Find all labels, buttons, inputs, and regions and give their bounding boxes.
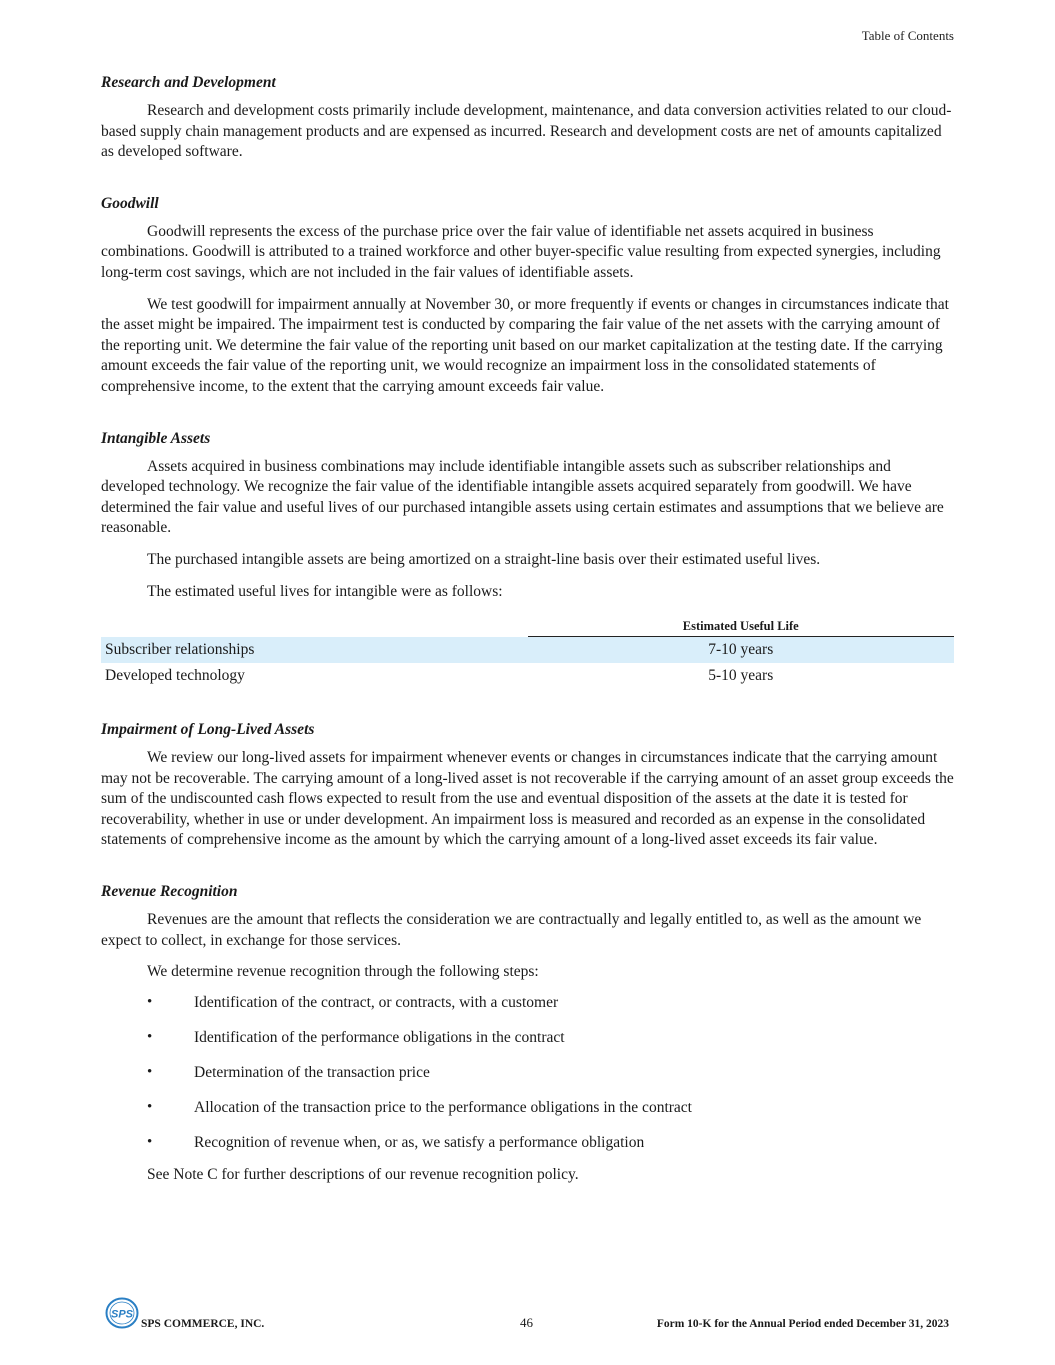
paragraph: Goodwill represents the excess of the purchase price over the fair value of identifiable net assets acquired in business combinations. Goodwill is attributed to a trained workforce and other buyer-specific value resulting from expected synergies, including long-term cost savings, which are not included in the fair values of identifiable assets.: [101, 222, 941, 281]
useful-lives-table: [101, 619, 954, 689]
table-column-header: Estimated Useful Life: [528, 619, 955, 637]
list-item-text: Identification of the performance obligations in the contract: [194, 1028, 565, 1046]
svg-text:SPS: SPS: [110, 1308, 134, 1321]
list-item-text: Allocation of the transaction price to the performance obligations in the contract: [194, 1098, 692, 1116]
list-item-text: Identification of the contract, or contracts, with a customer: [194, 993, 559, 1011]
list-item-text: Recognition of revenue when, or as, we satisfy a performance obligation: [194, 1133, 645, 1151]
paragraph: See Note C for further descriptions of our revenue recognition policy.: [147, 1165, 579, 1183]
section-heading: Impairment of Long-Lived Assets: [101, 721, 315, 739]
table-row: [101, 663, 954, 689]
section-research-development: [101, 73, 954, 163]
revenue-steps-list: [101, 993, 954, 1153]
list-item: [101, 1098, 954, 1118]
page-number: 46: [520, 1315, 533, 1330]
paragraph: Assets acquired in business combinations may include identifiable intangible assets such as subscriber relationships and developed technology. We recognize the fair value of the identifiable intangible assets acquired separately from goodwill. We have determined the fair value and useful lives of our purchased intangible assets using certain estimates and assumptions that we believe are reasonable.: [101, 457, 944, 537]
section-goodwill: [101, 194, 954, 398]
company-name: SPS COMMERCE, INC.: [141, 1318, 265, 1330]
table-row-label: Subscriber relationships: [101, 637, 528, 664]
table-row-value: 5-10 years: [708, 667, 774, 685]
list-item: [101, 993, 954, 1013]
section-heading: Research and Development: [101, 74, 276, 91]
table-row-label: Developed technology: [105, 667, 245, 685]
table-row: [101, 637, 954, 664]
page-content: [101, 73, 954, 1216]
table-row-value: 7-10 years: [528, 637, 955, 664]
section-heading: Goodwill: [101, 194, 159, 212]
paragraph: We determine revenue recognition through the following steps:: [147, 963, 539, 981]
table-header-row: [101, 619, 954, 637]
table-header-empty: [101, 619, 528, 637]
bullet-icon: •: [147, 993, 153, 1010]
paragraph: The estimated useful lives for intangible were as follows:: [147, 582, 503, 600]
table-of-contents-link[interactable]: Table of Contents: [861, 28, 954, 43]
section-impairment: [101, 720, 954, 851]
section-revenue-recognition: [101, 882, 954, 1185]
paragraph: Revenues are the amount that reflects the consideration we are contractually and legally entitled to, as well as the amount we expect to collect, in exchange for those services.: [101, 911, 922, 949]
list-item: [101, 1028, 954, 1048]
section-heading: Intangible Assets: [101, 429, 211, 447]
list-item: [101, 1063, 954, 1083]
paragraph: The purchased intangible assets are being amortized on a straight-line basis over their estimated useful lives.: [147, 550, 821, 568]
section-heading: Revenue Recognition: [101, 883, 238, 901]
form-reference: Form 10-K for the Annual Period ended December 31, 2023: [656, 1318, 949, 1330]
paragraph: We review our long-lived assets for impairment whenever events or changes in circumstances indicate that the carrying amount may not be recoverable. The carrying amount of a long-lived asset is not recoverable if the carrying amount of an asset group exceeds the sum of the undiscounted cash flows expected to result from the use and eventual disposition of the assets at the date it is tested for recoverability, whether in use or under development. An impairment loss is measured and recorded as an expense in the consolidated statements of comprehensive income as the amount by which the carrying amount of a long-lived asset exceeds its fair value.: [101, 749, 954, 849]
bullet-icon: •: [147, 1098, 153, 1115]
section-intangible-assets: [101, 429, 954, 690]
list-item-text: Determination of the transaction price: [194, 1063, 430, 1081]
bullet-icon: •: [147, 1028, 153, 1045]
bullet-icon: •: [147, 1063, 153, 1080]
sps-logo-icon: [105, 1297, 139, 1329]
bullet-icon: •: [147, 1133, 153, 1150]
list-item: [101, 1133, 954, 1153]
page-footer: [101, 1297, 954, 1333]
paragraph: We test goodwill for impairment annually at November 30, or more frequently if events or changes in circumstances indicate that the asset might be impaired. The impairment test is conducted by comparing the fair value of the net assets with the carrying amount of the reporting unit. We determine the fair value of the reporting unit based on our market capitalization at the testing date. If the carrying amount exceeds the fair value of the reporting unit, we would recognize an impairment loss in the consolidated statements of comprehensive income, to the extent that the carrying amount exceeds fair value.: [101, 295, 949, 395]
paragraph: Research and development costs primarily include development, maintenance, and data conversion activities related to our cloud-based supply chain management products and are expensed as incurred. Research and development costs are net of amounts capitalized as developed software.: [101, 102, 952, 161]
